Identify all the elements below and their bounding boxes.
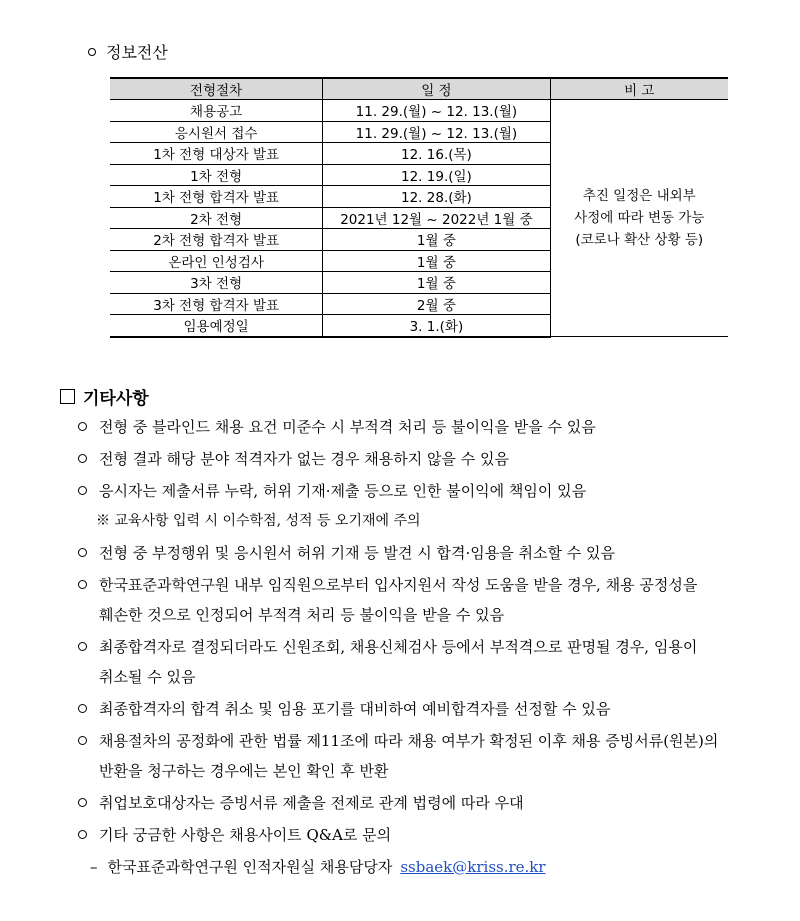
square-bullet-icon xyxy=(60,389,75,404)
date-cell: 1월 중 xyxy=(323,250,550,272)
list-item xyxy=(78,636,697,657)
date-cell: 11. 29.(월) ~ 12. 13.(월) xyxy=(323,100,550,122)
procedure-cell: 온라인 인성검사 xyxy=(110,250,323,272)
list-item-text: 훼손한 것으로 인정되어 부적격 처리 등 불이익을 받을 수 있음 xyxy=(99,606,505,624)
list-item-text: 최종합격자의 합격 취소 및 임용 포기를 대비하여 예비합격자를 선정할 수 있음 xyxy=(99,700,611,718)
circle-bullet-icon xyxy=(78,422,87,431)
list-item xyxy=(78,698,610,719)
circle-bullet-icon xyxy=(78,454,87,463)
circle-bullet-icon xyxy=(88,48,96,56)
list-item-note xyxy=(96,510,421,530)
list-item xyxy=(78,792,524,813)
remarks-line: (코로나 확산 상황 등) xyxy=(575,232,704,248)
section-heading xyxy=(88,40,168,63)
list-item xyxy=(78,730,718,751)
date-cell: 12. 28.(화) xyxy=(323,186,550,208)
date-cell: 2021년 12월 ~ 2022년 1월 중 xyxy=(323,207,550,229)
schedule-table xyxy=(110,77,728,338)
procedure-cell: 2차 전형 xyxy=(110,207,323,229)
list-item-text: 최종합격자로 결정되더라도 신원조회, 채용신체검사 등에서 부적격으로 판명될 경우, 임용이 xyxy=(99,638,698,656)
list-item-text: 반환을 청구하는 경우에는 본인 확인 후 반환 xyxy=(99,762,389,780)
remarks-line: 사정에 따라 변동 가능 xyxy=(574,210,705,226)
header-procedure: 전형절차 xyxy=(110,78,323,100)
circle-bullet-icon xyxy=(78,736,87,745)
procedure-cell: 1차 전형 합격자 발표 xyxy=(110,186,323,208)
procedure-cell: 1차 전형 xyxy=(110,164,323,186)
contact-text: 한국표준과학연구원 인적자원실 채용담당자 xyxy=(107,858,393,876)
list-item xyxy=(78,416,596,437)
procedure-cell: 3차 전형 xyxy=(110,272,323,294)
circle-bullet-icon xyxy=(78,642,87,651)
date-cell: 3. 1.(화) xyxy=(323,315,550,337)
list-item xyxy=(78,542,615,563)
list-item-text: 응시자는 제출서류 누락, 허위 기재·제출 등으로 인한 불이익에 책임이 있음 xyxy=(99,482,587,500)
remarks-cell xyxy=(550,100,728,337)
date-cell: 11. 29.(월) ~ 12. 13.(월) xyxy=(323,121,550,143)
etc-heading xyxy=(60,384,149,409)
circle-bullet-icon xyxy=(78,548,87,557)
circle-bullet-icon xyxy=(78,580,87,589)
circle-bullet-icon xyxy=(78,798,87,807)
list-item xyxy=(78,480,586,501)
list-item-text: 전형 중 부정행위 및 응시원서 허위 기재 등 발견 시 합격·임용을 취소할 수 있음 xyxy=(99,544,615,562)
procedure-cell: 2차 전형 합격자 발표 xyxy=(110,229,323,251)
list-item-text: 전형 중 블라인드 채용 요건 미준수 시 부적격 처리 등 불이익을 받을 수 있음 xyxy=(99,418,596,436)
dash-bullet: – xyxy=(90,857,98,876)
contact-email-link[interactable]: ssbaek@kriss.re.kr xyxy=(400,857,546,876)
etc-heading-title: 기타사항 xyxy=(83,389,149,409)
note-text: ※ 교육사항 입력 시 이수학점, 성적 등 오기재에 주의 xyxy=(96,513,421,529)
list-item xyxy=(78,824,391,845)
list-item-continuation xyxy=(99,666,195,687)
list-item-text: 취업보호대상자는 증빙서류 제출을 전제로 관계 법령에 따라 우대 xyxy=(99,794,524,812)
circle-bullet-icon xyxy=(78,486,87,495)
list-item xyxy=(78,448,509,469)
list-item-continuation xyxy=(99,760,388,781)
contact-line xyxy=(90,856,546,877)
list-item-text: 전형 결과 해당 분야 적격자가 없는 경우 채용하지 않을 수 있음 xyxy=(99,450,509,468)
list-item-text: 한국표준과학연구원 내부 임직원으로부터 입사지원서 작성 도움을 받을 경우, 채용 공정성을 xyxy=(99,576,698,594)
header-schedule: 일 정 xyxy=(323,78,550,100)
remarks-line: 추진 일정은 내외부 xyxy=(582,188,696,204)
list-item-continuation xyxy=(99,604,504,625)
list-item-text: 취소될 수 있음 xyxy=(99,668,196,686)
procedure-cell: 채용공고 xyxy=(110,100,323,122)
procedure-cell: 1차 전형 대상자 발표 xyxy=(110,143,323,165)
date-cell: 12. 19.(일) xyxy=(323,164,550,186)
list-item-text: 기타 궁금한 사항은 채용사이트 Q&A로 문의 xyxy=(99,826,392,844)
section-title: 정보전산 xyxy=(106,43,168,62)
list-item xyxy=(78,574,697,595)
table-header-row xyxy=(110,78,728,100)
date-cell: 12. 16.(목) xyxy=(323,143,550,165)
procedure-cell: 응시원서 접수 xyxy=(110,121,323,143)
date-cell: 1월 중 xyxy=(323,229,550,251)
header-remarks: 비 고 xyxy=(550,78,728,100)
procedure-cell: 3차 전형 합격자 발표 xyxy=(110,293,323,315)
table-row xyxy=(110,100,728,122)
procedure-cell: 임용예정일 xyxy=(110,315,323,337)
circle-bullet-icon xyxy=(78,830,87,839)
circle-bullet-icon xyxy=(78,704,87,713)
date-cell: 1월 중 xyxy=(323,272,550,294)
list-item-text: 채용절차의 공정화에 관한 법률 제11조에 따라 채용 여부가 확정된 이후 채용 증빙서류(원본)의 xyxy=(99,732,719,750)
date-cell: 2월 중 xyxy=(323,293,550,315)
